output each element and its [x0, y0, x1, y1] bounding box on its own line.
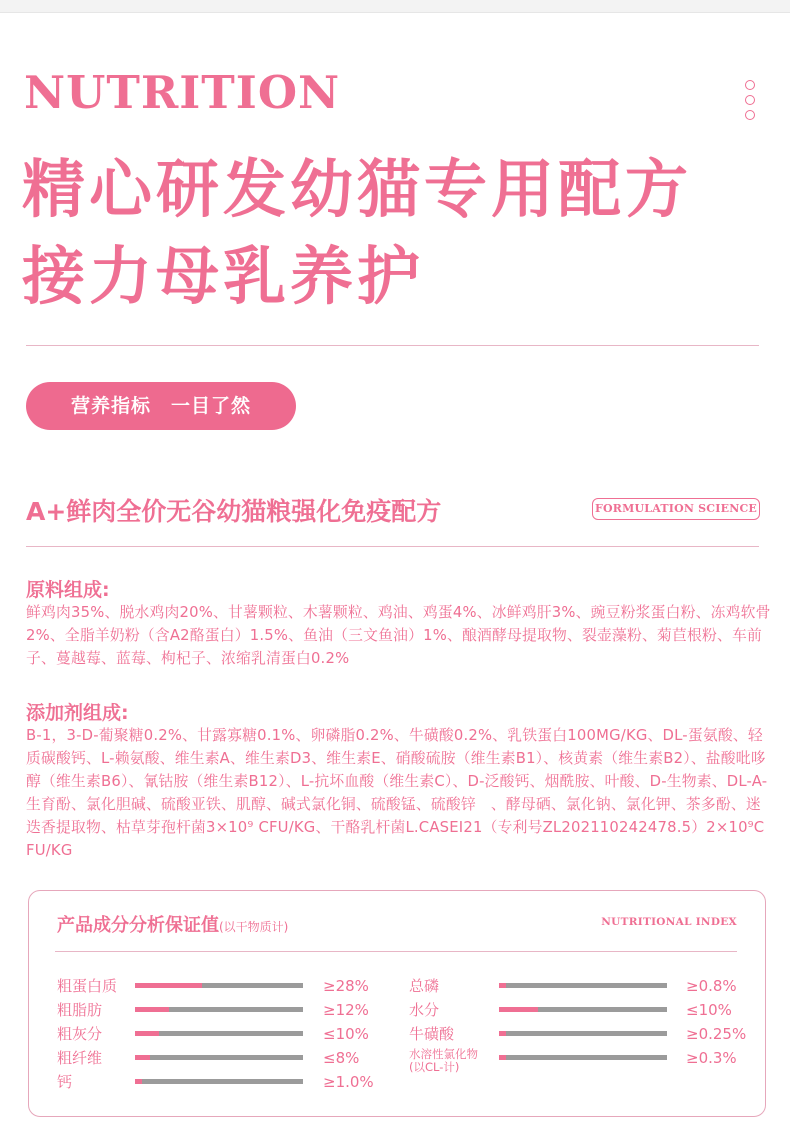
- nutrient-bar: [499, 983, 667, 988]
- ingredients-heading: 原料组成:: [26, 579, 110, 601]
- analysis-title-note: (以干物质计): [219, 920, 289, 934]
- nutrient-bar: [135, 1079, 303, 1084]
- nutrient-value: ≥12%: [323, 1001, 369, 1019]
- nutrition-title: NUTRITION: [24, 66, 341, 119]
- nutritional-index-panel: [28, 890, 766, 1117]
- nutrient-bar-fill: [499, 1007, 538, 1012]
- nutrient-bar-fill: [499, 1055, 506, 1060]
- nutrient-row: [409, 1047, 749, 1074]
- nutrient-value: ≥0.8%: [686, 977, 737, 995]
- nutrient-bar: [135, 983, 303, 988]
- nutrient-bar: [499, 1031, 667, 1036]
- product-title: A+鲜肉全价无谷幼猫粮强化免疫配方: [26, 497, 442, 526]
- ingredients-text: 鲜鸡肉35%、脱水鸡肉20%、甘薯颗粒、木薯颗粒、鸡油、鸡蛋4%、冰鲜鸡肝3%、豌豆粉浆蛋白粉、冻鸡软骨2%、全脂羊奶粉（含A2酪蛋白）1.5%、鱼油（三文鱼油）1%、酿酒酵母提取物、裂壶藻粉、菊苣根粉、车前子、蔓越莓、蓝莓、枸杞子、浓缩乳清蛋白0.2%: [26, 604, 771, 667]
- nutrient-bar: [499, 1055, 667, 1060]
- nutrient-value: ≥28%: [323, 977, 369, 995]
- nutritional-index-label: NUTRITIONAL INDEX: [601, 916, 737, 928]
- formulation-science-badge: FORMULATION SCIENCE: [592, 498, 760, 520]
- nutrient-row: [57, 999, 397, 1021]
- nutrient-bar: [135, 1055, 303, 1060]
- nutrient-bar-fill: [135, 983, 202, 988]
- nutrient-name: 总磷: [409, 977, 440, 995]
- nutrient-row: [57, 1023, 397, 1045]
- nutrient-row: [409, 975, 749, 997]
- nutrient-bar-fill: [135, 1007, 169, 1012]
- analysis-title-main: 产品成分分析保证值: [57, 915, 219, 936]
- nutrition-index-pill: 营养指标 一目了然: [26, 382, 296, 430]
- nutrient-bar-fill: [135, 1079, 142, 1084]
- additives-heading: 添加剂组成:: [26, 702, 129, 724]
- section-divider: [26, 546, 759, 547]
- nutrient-bar: [135, 1031, 303, 1036]
- nutrient-name: 钙: [57, 1073, 73, 1091]
- headline-line-1: 精心研发幼猫专用配方: [22, 153, 692, 226]
- section-divider: [26, 345, 759, 346]
- nutrient-name: 粗纤维: [57, 1049, 103, 1067]
- additives-text: B-1，3-D-葡聚糖0.2%、甘露寡糖0.1%、卵磷脂0.2%、牛磺酸0.2%、乳铁蛋白100MG/KG、DL-蛋氨酸、轻质碳酸钙、L-赖氨酸、维生素A、维生素D3、维生素E、硝酸硫胺（维生素B1）、核黄素（维生素B2）、盐酸吡哆醇（维生素B6）、氰钴胺（维生素B12）、L-抗坏血酸（维生素C）、D-泛酸钙、烟酰胺、叶酸、D-生物素、DL-A-生育酚、氯化胆碱、硫酸亚铁、肌醇、碱式氯化铜、硫酸锰、硫酸锌 、酵母硒、氯化钠、氯化钾、茶多酚、迷迭香提取物、枯草芽孢杆菌3×10⁹ CFU/KG、干酪乳杆菌L.CASEI21（专利号ZL202110242478.5）2×10⁹CFU/KG: [26, 727, 768, 859]
- nutrient-bar-fill: [135, 1055, 150, 1060]
- nutrient-row: [409, 999, 749, 1021]
- analysis-title: [57, 911, 288, 937]
- nutrient-name: 粗蛋白质: [57, 977, 118, 995]
- nutrient-bar-fill: [135, 1031, 159, 1036]
- nutrient-row: [57, 1047, 397, 1069]
- nutrient-value: ≥0.3%: [686, 1049, 737, 1067]
- nutrient-value: ≤10%: [686, 1001, 732, 1019]
- nutrient-name: 水分: [409, 1001, 440, 1019]
- top-divider: [0, 0, 790, 13]
- analysis-divider: [55, 951, 737, 952]
- headline-line-2: 接力母乳养护: [22, 240, 424, 313]
- nutrient-name: 粗脂肪: [57, 1001, 103, 1019]
- nutrient-value: ≥1.0%: [323, 1073, 374, 1091]
- nutrient-row: [57, 975, 397, 997]
- nutrient-row: [57, 1071, 397, 1093]
- nutrient-name: 粗灰分: [57, 1025, 103, 1043]
- nutrient-value: ≤10%: [323, 1025, 369, 1043]
- nutrient-bar: [499, 1007, 667, 1012]
- nutrient-bar-fill: [499, 983, 506, 988]
- nutrient-value: ≥0.25%: [686, 1025, 747, 1043]
- nutrient-row: [409, 1023, 749, 1045]
- nutrient-bar-fill: [499, 1031, 506, 1036]
- nutrient-value: ≤8%: [323, 1049, 360, 1067]
- vertical-dots-icon: [745, 80, 757, 125]
- nutrient-name: 牛磺酸: [409, 1025, 455, 1043]
- nutrient-name: 水溶性氯化物 (以CL-计): [409, 1047, 478, 1074]
- nutrient-bar: [135, 1007, 303, 1012]
